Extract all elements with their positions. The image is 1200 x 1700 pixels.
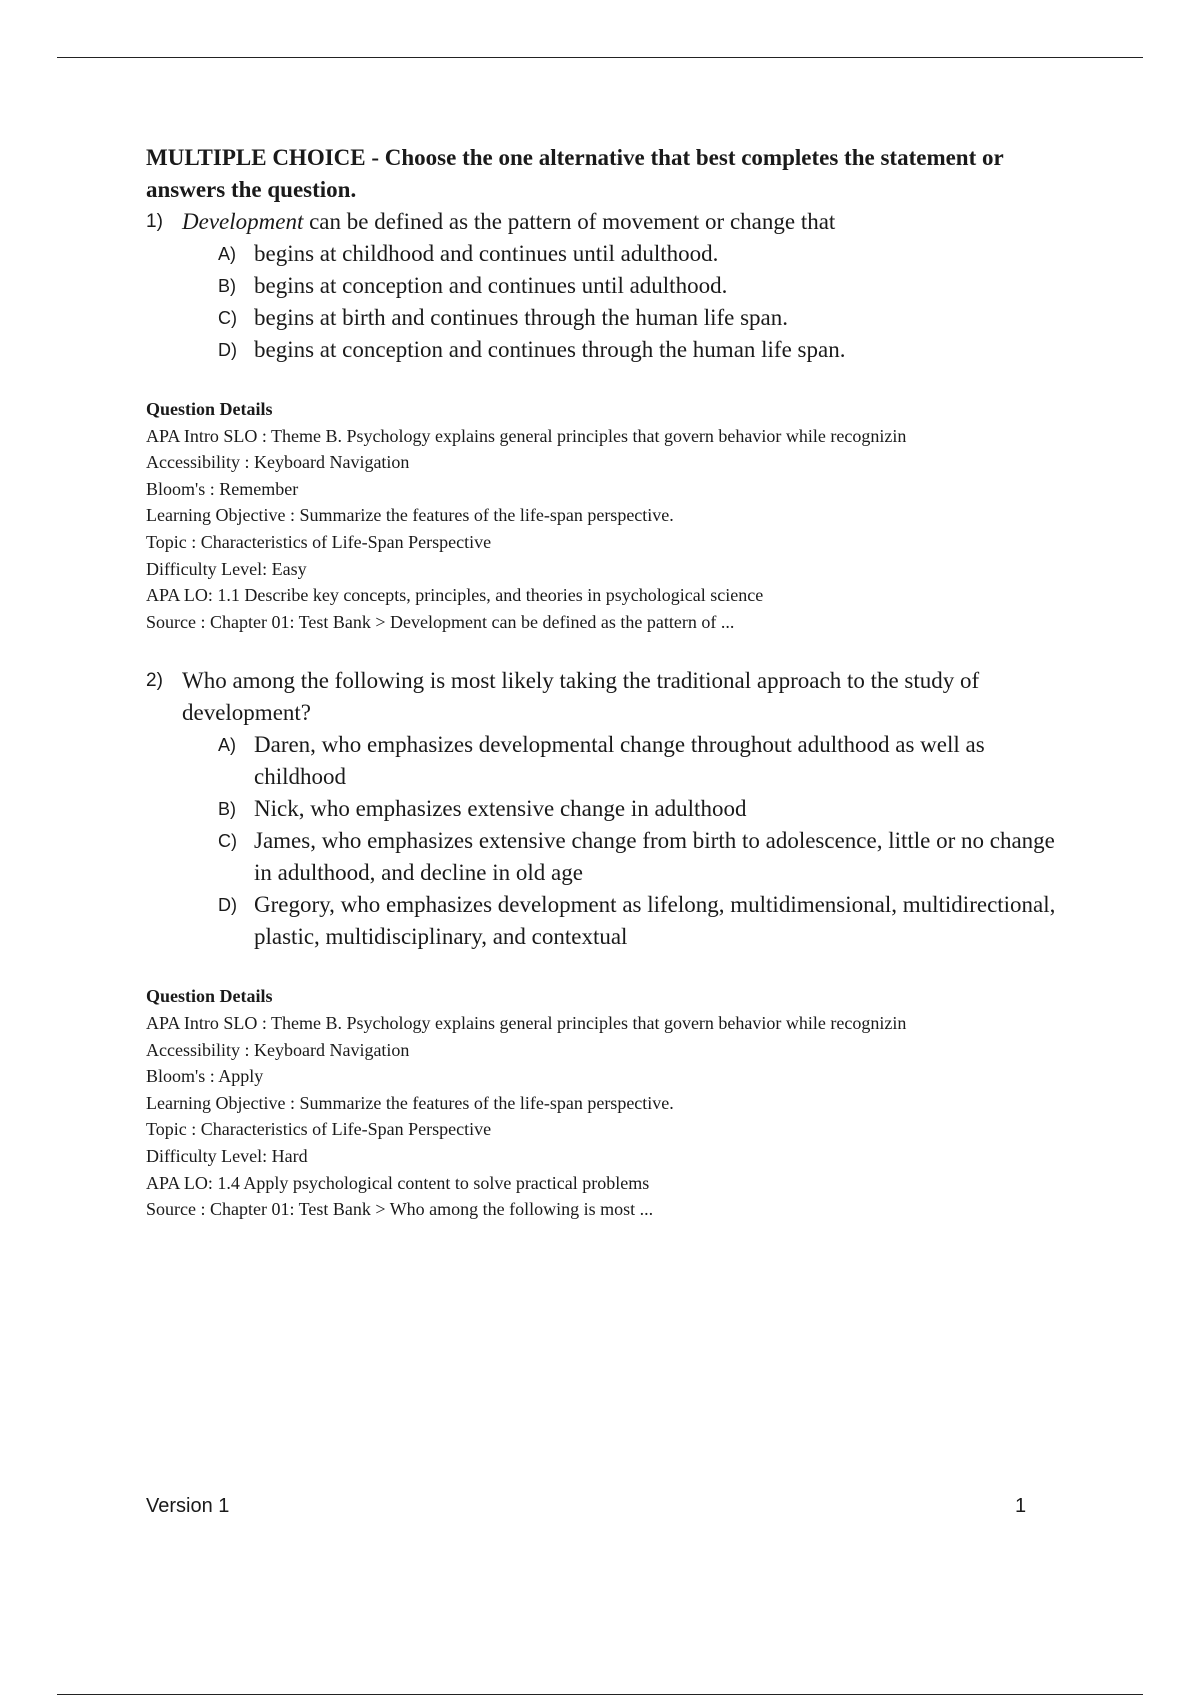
details-line: Bloom's : Remember (146, 478, 299, 499)
option-text: Gregory, who emphasizes development as lifelong, multidimensional, multidirectional, plastic, multidisciplinary, and contextual (254, 892, 1056, 950)
question-details (146, 396, 1076, 635)
question-text-rest: can be defined as the pattern of movement or change that (303, 209, 836, 234)
details-line: Accessibility : Keyboard Navigation (146, 452, 410, 473)
option-c[interactable] (218, 302, 1076, 334)
option-d[interactable] (218, 334, 1076, 366)
option-text: Daren, who emphasizes developmental change throughout adulthood as well as childhood (254, 732, 985, 790)
option-letter: C) (218, 308, 237, 328)
option-c[interactable] (218, 825, 1076, 889)
option-letter: C) (218, 831, 237, 852)
details-line: Topic : Characteristics of Life-Span Perspective (146, 531, 492, 552)
question-number: 1) (146, 211, 163, 232)
option-text: James, who emphasizes extensive change from birth to adolescence, little or no change in adulthood, and decline in old age (254, 828, 1055, 886)
heading-line-1: MULTIPLE CHOICE - Choose the one alternative that best completes the statement or (146, 145, 1004, 170)
option-text: begins at birth and continues through the human life span. (254, 305, 788, 330)
details-line: APA LO: 1.1 Describe key concepts, principles, and theories in psychological science (146, 585, 764, 606)
details-line: APA Intro SLO : Theme B. Psychology explains general principles that govern behavior while recognizin (146, 1012, 907, 1033)
option-letter: A) (218, 244, 236, 264)
details-line: APA LO: 1.4 Apply psychological content to solve practical problems (146, 1172, 650, 1193)
details-line: APA Intro SLO : Theme B. Psychology explains general principles that govern behavior while recognizin (146, 425, 907, 446)
option-text: begins at conception and continues through the human life span. (254, 337, 846, 362)
option-text: begins at conception and continues until adulthood. (254, 273, 728, 298)
option-letter: B) (218, 799, 236, 820)
details-title: Question Details (146, 399, 273, 419)
question-text (182, 206, 1076, 238)
top-rule (57, 57, 1143, 58)
option-letter: B) (218, 276, 236, 296)
question-text-italic: Development (182, 209, 304, 234)
answer-options (218, 729, 1076, 953)
details-line: Bloom's : Apply (146, 1066, 264, 1087)
details-line: Topic : Characteristics of Life-Span Perspective (146, 1119, 492, 1140)
details-line: Source : Chapter 01: Test Bank > Who among the following is most ... (146, 1199, 654, 1220)
details-line: Learning Objective : Summarize the features of the life-span perspective. (146, 1092, 674, 1113)
details-line: Difficulty Level: Hard (146, 1145, 308, 1166)
question-2 (146, 665, 1076, 1222)
question-text: Who among the following is most likely taking the traditional approach to the study of development? (182, 668, 980, 726)
question-number: 2) (146, 670, 163, 692)
details-line: Source : Chapter 01: Test Bank > Development can be defined as the pattern of ... (146, 611, 735, 632)
page-content (146, 142, 1076, 1223)
question-1 (146, 206, 1076, 635)
option-letter: D) (218, 895, 237, 916)
option-text: begins at childhood and continues until adulthood. (254, 241, 719, 266)
heading-line-2: answers the question. (146, 177, 357, 202)
option-letter: D) (218, 340, 237, 360)
details-line: Difficulty Level: Easy (146, 558, 307, 579)
option-b[interactable] (218, 793, 1076, 825)
details-line: Accessibility : Keyboard Navigation (146, 1039, 410, 1060)
option-b[interactable] (218, 270, 1076, 302)
footer-version: Version 1 (146, 1495, 230, 1517)
option-letter: A) (218, 735, 236, 756)
option-a[interactable] (218, 238, 1076, 270)
answer-options (218, 238, 1076, 366)
bottom-rule (57, 1694, 1143, 1695)
details-line: Learning Objective : Summarize the features of the life-span perspective. (146, 505, 674, 526)
question-details (146, 983, 1076, 1222)
instructions-heading (146, 142, 1076, 206)
footer-page-number: 1 (1015, 1495, 1027, 1517)
option-a[interactable] (218, 729, 1076, 793)
option-text: Nick, who emphasizes extensive change in adulthood (254, 796, 747, 822)
details-title: Question Details (146, 986, 273, 1007)
option-d[interactable] (218, 889, 1076, 953)
